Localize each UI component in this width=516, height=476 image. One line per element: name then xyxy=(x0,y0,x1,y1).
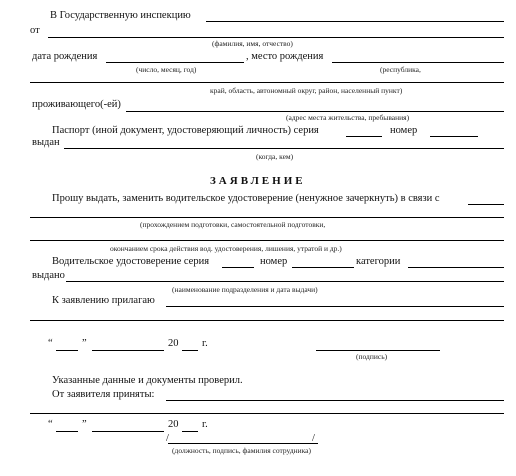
reason-field-2[interactable] xyxy=(30,240,504,241)
signature-hint: (подпись) xyxy=(356,352,388,361)
dob-label: дата рождения xyxy=(32,51,98,62)
officer-date-quote-close: ” xyxy=(82,419,87,430)
date-quote-close: ” xyxy=(82,338,87,349)
passport-issued-field[interactable] xyxy=(64,148,504,149)
dob-field[interactable] xyxy=(106,62,244,63)
officer-year-field[interactable] xyxy=(182,431,198,432)
name-hint: (фамилия, имя, отчество) xyxy=(212,39,293,48)
passport-label: Паспорт (иной документ, удостоверяющий личность) серия xyxy=(52,125,319,136)
officer-year-prefix: 20 xyxy=(168,419,179,430)
division-hint: (наименование подразделения и дата выдачи) xyxy=(172,285,318,294)
birthplace-field[interactable] xyxy=(332,62,504,63)
attachments-field-2[interactable] xyxy=(30,320,504,321)
signature-month-field[interactable] xyxy=(92,350,164,351)
accepted-documents-field-2[interactable] xyxy=(30,413,504,414)
license-number-field[interactable] xyxy=(292,267,354,268)
officer-year-suffix: г. xyxy=(202,419,208,430)
republic-hint: (республика, xyxy=(380,65,421,74)
issued-label: выдан xyxy=(32,137,60,148)
address-hint: (адрес места жительства, пребывания) xyxy=(286,113,410,122)
license-issued-label: выдано xyxy=(32,270,65,281)
birthplace-label: , место рождения xyxy=(246,51,324,62)
region-field[interactable] xyxy=(30,82,504,83)
issued-hint: (когда, кем) xyxy=(256,152,294,161)
attachments-field[interactable] xyxy=(166,306,504,307)
license-category-field[interactable] xyxy=(408,267,504,268)
license-number-label: номер xyxy=(260,256,288,267)
officer-slash-right: / xyxy=(312,433,315,444)
attachments-label: К заявлению прилагаю xyxy=(52,295,155,306)
signature-year-field[interactable] xyxy=(182,350,198,351)
reason-field-start[interactable] xyxy=(468,204,504,205)
expiry-hint: окончанием срока действия вод. удостоверения, лишения, утратой и др.) xyxy=(110,244,342,253)
officer-signature-field[interactable] xyxy=(168,443,318,444)
year-prefix: 20 xyxy=(168,338,179,349)
license-label: Водительское удостоверение серия xyxy=(52,256,210,267)
address-field[interactable] xyxy=(126,111,504,112)
officer-date-quote-open: “ xyxy=(48,419,53,430)
passport-number-field[interactable] xyxy=(430,136,478,137)
license-category-label: категории xyxy=(356,256,401,267)
resident-label: проживающего(-ей) xyxy=(32,99,121,110)
officer-month-field[interactable] xyxy=(92,431,164,432)
recipient-label: В Государственную инспекцию xyxy=(50,10,191,21)
applicant-signature-field[interactable] xyxy=(316,350,440,351)
training-hint: (прохождением подготовки, самостоятельной подготовки, xyxy=(140,220,326,229)
document-title: ЗАЯВЛЕНИЕ xyxy=(210,175,306,187)
date-hint: (число, месяц, год) xyxy=(136,65,197,74)
accepted-documents-field[interactable] xyxy=(166,400,504,401)
license-issued-field[interactable] xyxy=(66,281,504,282)
date-quote-open: “ xyxy=(48,338,53,349)
recipient-line[interactable] xyxy=(206,21,504,22)
verification-text: Указанные данные и документы проверил. xyxy=(52,375,243,386)
region-hint: край, область, автономный округ, район, населенный пункт) xyxy=(210,86,403,95)
officer-day-field[interactable] xyxy=(56,431,78,432)
accepted-label: От заявителя приняты: xyxy=(52,389,155,400)
from-label: от xyxy=(30,25,40,36)
license-series-field[interactable] xyxy=(222,267,254,268)
officer-slash-left: / xyxy=(166,433,169,444)
request-text: Прошу выдать, заменить водительское удостоверение (ненужное зачеркнуть) в связи с xyxy=(52,193,440,204)
officer-hint: (должность, подпись, фамилия сотрудника) xyxy=(172,446,312,455)
year-suffix: г. xyxy=(202,338,208,349)
passport-series-field[interactable] xyxy=(346,136,382,137)
reason-field[interactable] xyxy=(30,217,504,218)
applicant-name-field[interactable] xyxy=(48,37,504,38)
signature-day-field[interactable] xyxy=(56,350,78,351)
passport-number-label: номер xyxy=(390,125,418,136)
